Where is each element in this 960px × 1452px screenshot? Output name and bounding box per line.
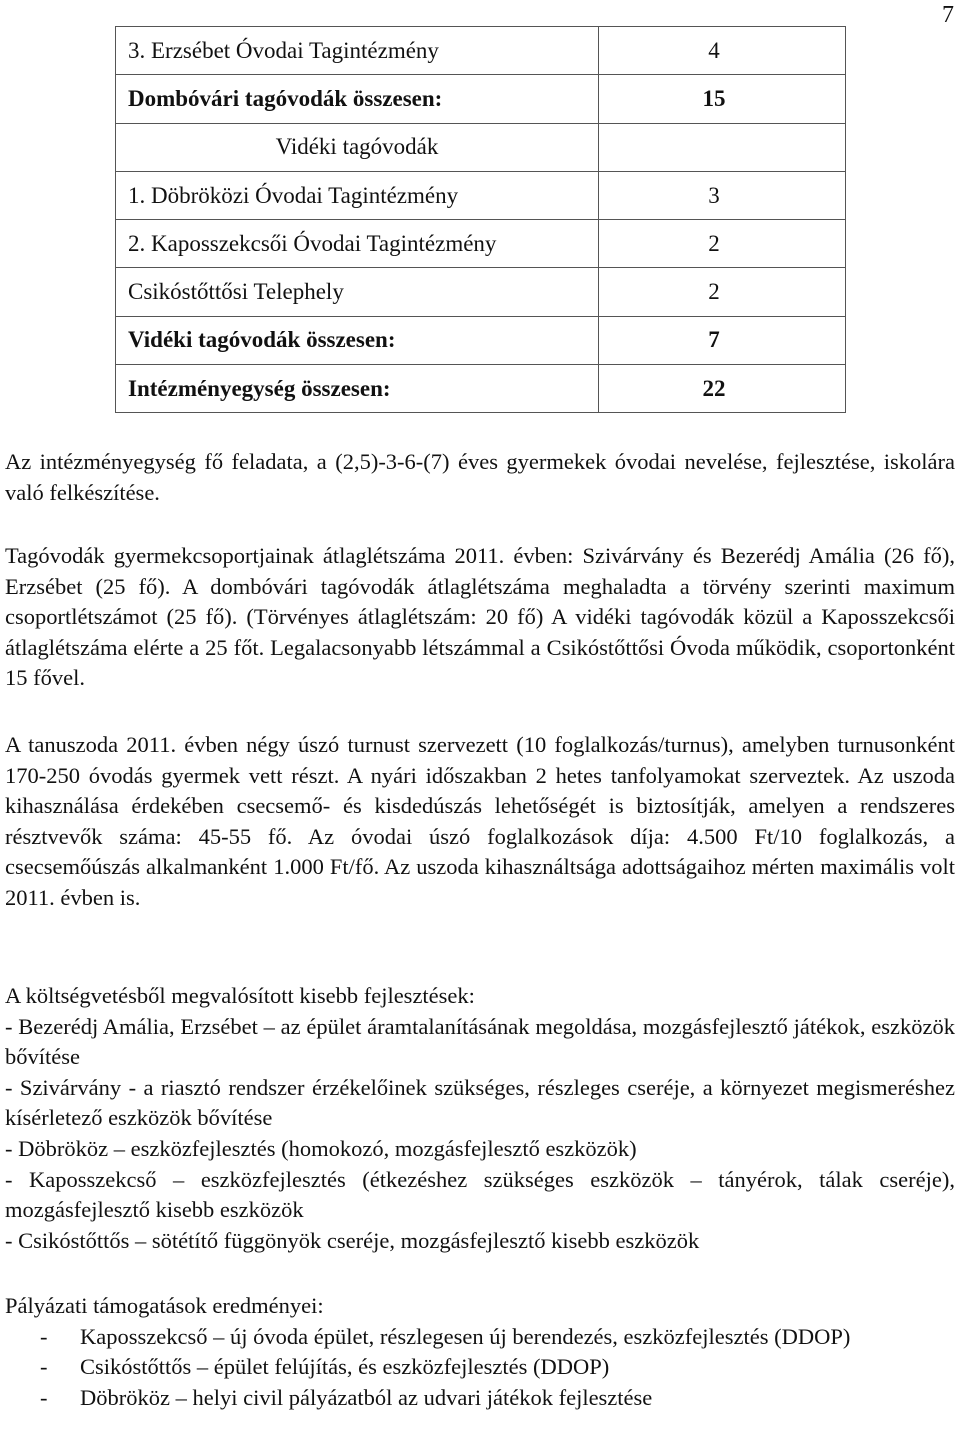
developments-section [5,981,955,1256]
page-number: 7 [942,2,954,28]
development-item: - Kaposszekcső – eszközfejlesztés (étkezéshez szükséges eszközök – tányérok, tálak cseréje), mozgásfejlesztő kisebb eszközök [5,1166,955,1223]
table-row [116,268,846,316]
developments-heading: A költségvetésből megvalósított kisebb fejlesztések: [5,983,475,1008]
grants-list [5,1322,955,1414]
development-item: - Szivárvány - a riasztó rendszer érzékelőinek szükséges, részleges cseréje, a környezet megismeréshez kísérletező eszközök bővítése [5,1074,955,1131]
kindergarten-count-table [115,26,846,413]
swimming-pool-text: A tanuszoda 2011. évben négy úszó turnust szervezett (10 foglalkozás/turnus), amelyben turnusonként 170-250 óvodás gyermek vett részt. A nyári időszakban 2 hetes tanfolyamokat szerveztek. Az uszoda kihasználása érdekében csecsemő- és kisdedúszás lehetőségét is biztosítják, amelyen a rendszeres résztvevők száma: 45-55 fő. Az óvodai úszó foglalkozások díja: 4.500 Ft/10 foglalkozás, a csecsemőúszás alkalmanként 1.000 Ft/fő. Az uszoda kihasználtsága adottságaihoz mérten maximális volt 2011. évben is. [5,732,955,910]
grant-item [5,1322,955,1353]
grant-item-text: Csikóstőttős – épület felújítás, és eszközfejlesztés (DDOP) [80,1354,610,1380]
table-cell-name: Vidéki tagóvodák [116,123,599,171]
grant-item-text: Döbrököz – helyi civil pályázatból az udvari játékok fejlesztése [80,1384,653,1410]
grant-item-text: Kaposszekcső – új óvoda épület, részlegesen új berendezés, eszközfejlesztés (DDOP) [80,1323,851,1349]
table-cell-count: 22 [599,365,846,413]
table-cell-name: Vidéki tagóvodák összesen: [116,316,599,364]
table-cell-name: Dombóvári tagóvodák összesen: [116,75,599,123]
main-task-paragraph [5,447,955,508]
table-cell-name: 1. Döbröközi Óvodai Tagintézmény [116,171,599,219]
main-task-text: Az intézményegység fő feladata, a (2,5)-3-6-(7) éves gyermekek óvodai nevelése, fejlesztése, iskolára való felkészítése. [5,449,955,505]
grant-item [5,1383,955,1414]
table-cell-name: Intézményegység összesen: [116,365,599,413]
grants-section [5,1291,955,1413]
list-dash: - [40,1354,48,1380]
table-cell-count [599,123,846,171]
table-row [116,123,846,171]
table-cell-count: 7 [599,316,846,364]
table-cell-name: Csikóstőttősi Telephely [116,268,599,316]
development-item: - Bezerédj Amália, Erzsébet – az épület áramtalanításának megoldása, mozgásfejlesztő játékok, eszközök bővítése [5,1013,955,1070]
table-cell-count: 4 [599,27,846,75]
table-cell-name: 2. Kaposszekcsői Óvodai Tagintézmény [116,220,599,268]
table-row [116,75,846,123]
table-row [116,171,846,219]
swimming-pool-paragraph [5,730,955,914]
group-size-text: Tagóvodák gyermekcsoportjainak átlaglétszáma 2011. évben: Szivárvány és Bezerédj Amália (26 fő), Erzsébet (25 fő). A dombóvári tagóvodák átlaglétszáma meghaladta a törvény szerinti maximum csoportlétszámot (25 fő). (Törvényes átlaglétszám: 20 fő) A vidéki tagóvodák közül a Kaposszekcsői átlaglétszáma elérte a 25 főt. Legalacsonyabb létszámmal a Csikóstőttősi Óvoda működik, csoportonként 15 fővel. [5,543,955,691]
grant-item [5,1352,955,1383]
table-row [116,316,846,364]
development-item: - Döbrököz – eszközfejlesztés (homokozó, mozgásfejlesztő eszközök) [5,1135,637,1161]
table-cell-count: 2 [599,220,846,268]
table-row [116,27,846,75]
table-cell-name: 3. Erzsébet Óvodai Tagintézmény [116,27,599,75]
group-size-paragraph [5,541,955,694]
table-row [116,365,846,413]
table-cell-count: 2 [599,268,846,316]
table-row [116,220,846,268]
list-dash: - [40,1323,48,1349]
grants-heading: Pályázati támogatások eredményei: [5,1293,324,1318]
list-dash: - [40,1384,48,1410]
table-cell-count: 3 [599,171,846,219]
table-cell-count: 15 [599,75,846,123]
development-item: - Csikóstőttős – sötétítő függönyök cseréje, mozgásfejlesztő kisebb eszközök [5,1227,700,1253]
